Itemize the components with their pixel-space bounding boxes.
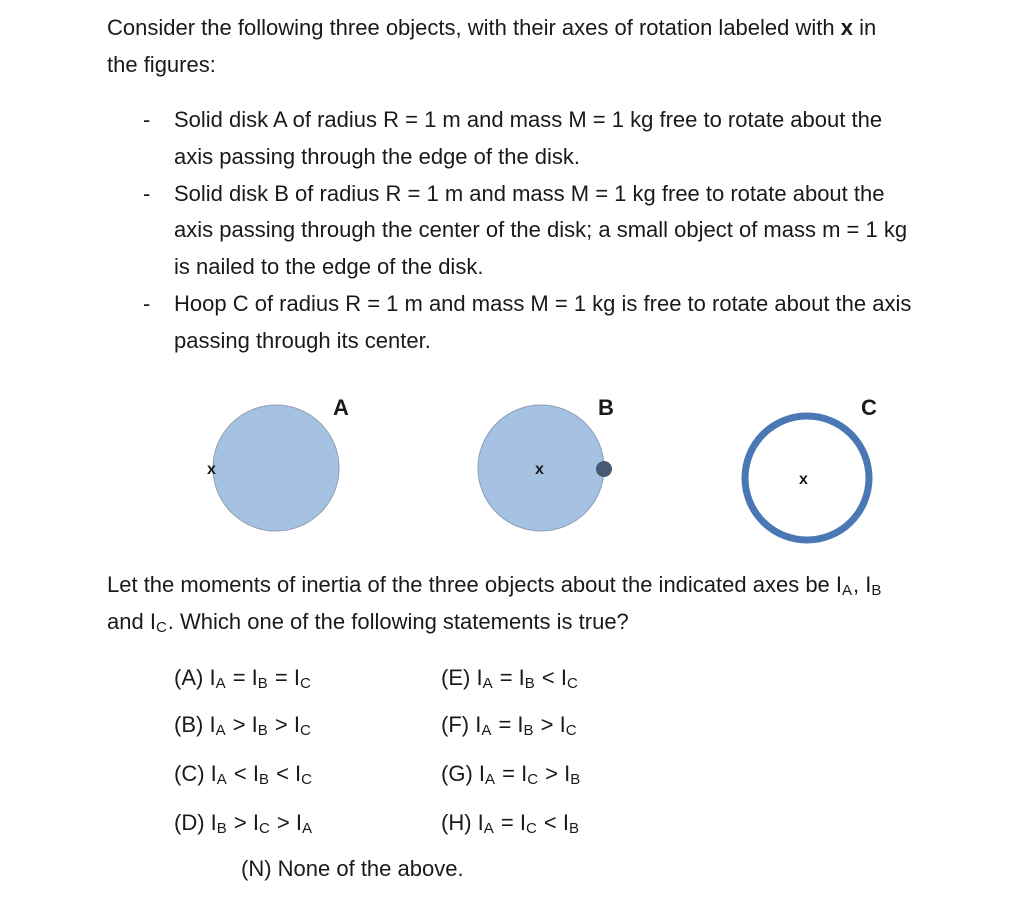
disk-a	[213, 405, 339, 531]
subscript: A	[483, 820, 494, 837]
subscript: B	[569, 820, 580, 837]
option-operator: = I	[493, 665, 525, 690]
option-operator: > I	[270, 810, 302, 835]
option-text: (H) I	[441, 810, 484, 835]
subscript: B	[570, 771, 581, 788]
intro-text-end: in	[852, 15, 877, 40]
option-operator: = I	[492, 712, 524, 737]
subscript: B	[871, 582, 882, 599]
bullet-dash-b: -	[143, 181, 151, 206]
option-d	[174, 809, 313, 840]
option-operator: > I	[227, 810, 259, 835]
subscript: C	[299, 722, 311, 739]
option-text: (F) I	[441, 712, 482, 737]
subscript: B	[524, 675, 535, 692]
option-text: (C) I	[174, 761, 217, 786]
subscript: A	[216, 771, 227, 788]
option-operator: = I	[268, 665, 300, 690]
bullet-b-line-2: axis passing through the center of the disk; a small object of mass m = 1 kg	[174, 217, 908, 242]
subscript: A	[482, 675, 493, 692]
option-operator: > I	[534, 712, 566, 737]
subscript: A	[215, 675, 226, 692]
subscript: C	[155, 619, 167, 636]
option-operator: < I	[227, 761, 259, 786]
subscript: C	[299, 675, 311, 692]
bullet-c-line-1: Hoop C of radius R = 1 m and mass M = 1 kg is free to rotate about the axis	[174, 291, 912, 316]
question-text-end: . Which one of the following statements is true?	[167, 609, 629, 634]
axis-mark-a: x	[207, 461, 216, 478]
label-c: C	[861, 395, 877, 420]
option-text: (B) I	[174, 712, 216, 737]
option-text: (G) I	[441, 761, 485, 786]
option-text: (A) I	[174, 665, 216, 690]
option-operator: < I	[535, 665, 567, 690]
option-operator: > I	[539, 761, 571, 786]
bullet-dash-c: -	[143, 291, 151, 316]
bullet-a-line-1: Solid disk A of radius R = 1 m and mass M = 1 kg free to rotate about the	[174, 107, 883, 132]
bullet-c-line-2: passing through its center.	[174, 328, 431, 353]
bullet-dash-a: -	[143, 107, 151, 132]
subscript: B	[216, 820, 227, 837]
intro-line-1	[107, 14, 876, 42]
option-h	[441, 809, 580, 840]
subscript: B	[257, 722, 268, 739]
option-text: (E) I	[441, 665, 483, 690]
option-operator: > I	[226, 712, 258, 737]
axis-mark-c: x	[799, 471, 808, 488]
option-text: (D) I	[174, 810, 217, 835]
option-g	[441, 760, 581, 791]
subscript: A	[842, 582, 853, 599]
subscript: C	[566, 675, 578, 692]
question-text: Let the moments of inertia of the three objects about the indicated axes be I	[107, 572, 843, 597]
subscript: A	[215, 722, 226, 739]
option-e	[441, 664, 579, 695]
option-operator: = I	[226, 665, 258, 690]
intro-axis-symbol: x	[840, 15, 853, 40]
small-mass-b	[596, 461, 612, 477]
option-a	[174, 664, 312, 695]
option-operator: < I	[537, 810, 569, 835]
subscript: C	[301, 771, 313, 788]
subscript: A	[302, 820, 313, 837]
question-line-1	[107, 571, 882, 602]
intro-line-2: the figures:	[107, 52, 216, 77]
bullet-b-line-3: is nailed to the edge of the disk.	[174, 254, 484, 279]
label-a: A	[333, 395, 349, 420]
axis-mark-b: x	[535, 461, 544, 478]
option-c	[174, 760, 313, 791]
option-operator: = I	[496, 761, 528, 786]
question-line-2	[107, 608, 629, 639]
subscript: C	[527, 771, 539, 788]
label-b: B	[598, 395, 614, 420]
question-text: and I	[107, 609, 156, 634]
subscript: C	[258, 820, 270, 837]
subscript: A	[485, 771, 496, 788]
option-operator: > I	[268, 712, 300, 737]
option-f	[441, 711, 578, 742]
bullet-b-line-1: Solid disk B of radius R = 1 m and mass M = 1 kg free to rotate about the	[174, 181, 885, 206]
bullet-a-line-2: axis passing through the edge of the disk.	[174, 144, 581, 169]
subscript: B	[523, 722, 534, 739]
question-sep: , I	[853, 572, 872, 597]
subscript: C	[525, 820, 537, 837]
option-n: (N) None of the above.	[241, 856, 464, 881]
subscript: B	[257, 675, 268, 692]
subscript: B	[258, 771, 269, 788]
option-operator: = I	[494, 810, 526, 835]
subscript: C	[565, 722, 577, 739]
option-b	[174, 711, 312, 742]
subscript: A	[481, 722, 492, 739]
option-operator: < I	[269, 761, 302, 786]
intro-text: Consider the following three objects, with their axes of rotation labeled with	[107, 15, 841, 40]
